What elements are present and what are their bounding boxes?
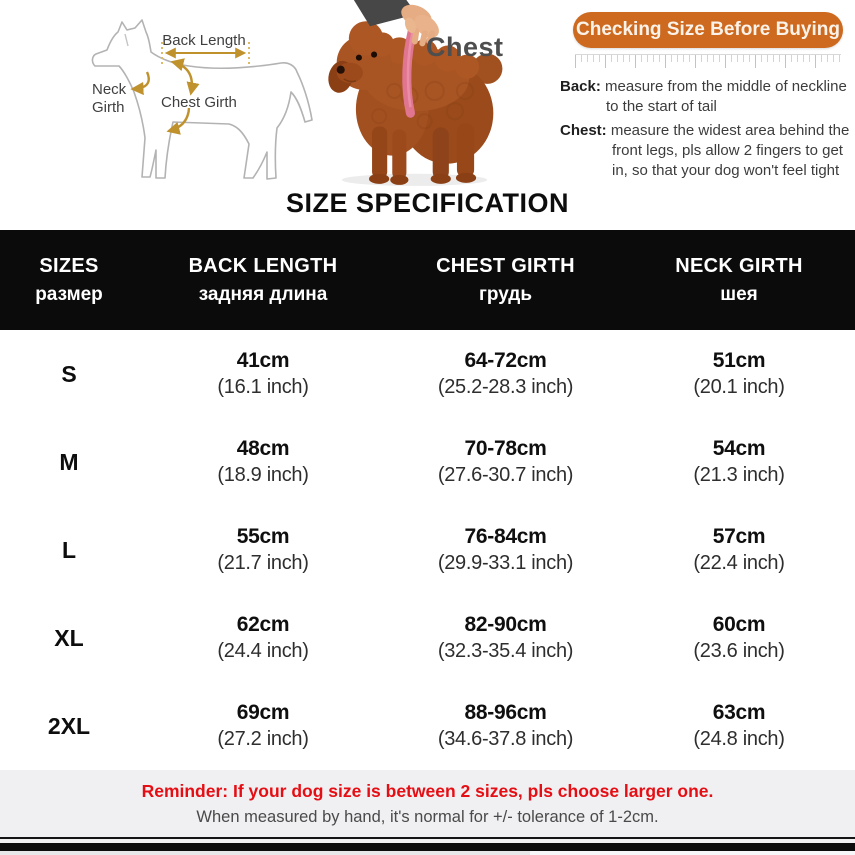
header-neck-girth-en: NECK GIRTH: [675, 254, 803, 277]
value-inch: (32.3-35.4 inch): [437, 640, 574, 662]
neck-girth-label-line2: Girth: [92, 99, 125, 116]
value-cm: 69cm: [236, 701, 290, 724]
value-cm: 60cm: [712, 613, 766, 636]
value-inch: (22.4 inch): [693, 552, 785, 574]
back-length-cell: [138, 437, 388, 487]
chest-girth-label: Chest Girth: [161, 94, 237, 111]
size-label: L: [61, 536, 77, 563]
size-table-body: [0, 330, 855, 770]
bottom-strip: [0, 851, 855, 855]
chest-girth-cell: [388, 437, 623, 487]
page-title: SIZE SPECIFICATION: [285, 188, 570, 218]
value-cm: 88-96cm: [464, 701, 547, 724]
dog-photo: [312, 0, 517, 192]
value-inch: (34.6-37.8 inch): [437, 728, 574, 750]
neck-girth-cell: [623, 437, 855, 487]
header-sizes: [0, 230, 138, 330]
tolerance-text: When measured by hand, it's normal for +/- tolerance of 1-2cm.: [196, 808, 659, 826]
back-term: Back:: [560, 78, 601, 95]
header-neck-girth-ru: шея: [720, 283, 758, 305]
neck-girth-cell: [623, 525, 855, 575]
value-cm: 70-78cm: [464, 437, 547, 460]
header-chest-girth-ru: грудь: [478, 283, 533, 305]
chest-girth-cell: [388, 525, 623, 575]
value-inch: (27.2 inch): [217, 728, 309, 750]
chest-instruction-text: measure the widest area behind the front legs, pls allow 2 fingers to get in, so that your dog won't feel tight: [606, 122, 850, 179]
measurement-diagram: [55, 8, 325, 193]
header-back-length: [138, 230, 388, 330]
back-length-cell: [138, 349, 388, 399]
chest-term: Chest:: [560, 122, 607, 139]
size-label: 2XL: [47, 712, 91, 739]
value-inch: (25.2-28.3 inch): [437, 376, 574, 398]
back-length-label: Back Length: [162, 32, 246, 49]
back-length-cell: [138, 613, 388, 663]
value-inch: (24.4 inch): [217, 640, 309, 662]
back-instruction: [560, 77, 855, 117]
bottom-strip-right: [530, 851, 855, 855]
header-sizes-ru: размер: [35, 283, 103, 305]
dog-outline-icon: [55, 8, 325, 193]
neck-girth-label-line1: Neck: [92, 81, 127, 98]
value-inch: (24.8 inch): [693, 728, 785, 750]
value-inch: (23.6 inch): [693, 640, 785, 662]
value-cm: 55cm: [236, 525, 290, 548]
table-row-s: [0, 330, 855, 418]
table-row-m: [0, 418, 855, 506]
value-cm: 62cm: [236, 613, 290, 636]
value-cm: 63cm: [712, 701, 766, 724]
header-back-length-ru: задняя длина: [198, 283, 328, 305]
value-cm: 57cm: [712, 525, 766, 548]
value-inch: (18.9 inch): [217, 464, 309, 486]
value-cm: 41cm: [236, 349, 290, 372]
value-cm: 51cm: [712, 349, 766, 372]
reminder-text: Reminder: If your dog size is between 2 sizes, pls choose larger one.: [141, 781, 714, 801]
value-cm: 64-72cm: [464, 349, 547, 372]
header-back-length-en: BACK LENGTH: [188, 254, 338, 277]
value-inch: (27.6-30.7 inch): [437, 464, 574, 486]
ruler-icon: [575, 54, 841, 68]
table-row-2xl: [0, 682, 855, 770]
neck-girth-cell: [623, 701, 855, 751]
size-table-header: [0, 230, 855, 330]
neck-girth-cell: [623, 349, 855, 399]
table-row-xl: [0, 594, 855, 682]
poodle-illustration-icon: [312, 0, 517, 192]
measuring-guide: [560, 12, 855, 185]
chest-girth-cell: [388, 613, 623, 663]
value-inch: (21.3 inch): [693, 464, 785, 486]
checking-size-button[interactable]: Checking Size Before Buying: [573, 12, 843, 48]
back-length-cell: [138, 525, 388, 575]
value-cm: 54cm: [712, 437, 766, 460]
back-length-cell: [138, 701, 388, 751]
neck-girth-cell: [623, 613, 855, 663]
table-row-l: [0, 506, 855, 594]
chest-girth-cell: [388, 349, 623, 399]
chest-photo-label: Chest: [426, 32, 504, 62]
back-instruction-text: measure from the middle of neckline to the start of tail: [600, 78, 847, 115]
separator-bar: [0, 843, 855, 851]
header-chest-girth: [388, 230, 623, 330]
header-sizes-en: SIZES: [39, 254, 99, 277]
size-label: S: [61, 360, 77, 387]
value-inch: (16.1 inch): [217, 376, 309, 398]
value-inch: (29.9-33.1 inch): [437, 552, 574, 574]
value-cm: 76-84cm: [464, 525, 547, 548]
header-chest-girth-en: CHEST GIRTH: [436, 254, 575, 277]
chest-girth-cell: [388, 701, 623, 751]
chest-instruction: [560, 121, 855, 181]
size-label: XL: [54, 624, 84, 651]
value-inch: (20.1 inch): [693, 376, 785, 398]
value-cm: 82-90cm: [464, 613, 547, 636]
value-inch: (21.7 inch): [217, 552, 309, 574]
guide-text-block: [560, 77, 855, 181]
value-cm: 48cm: [236, 437, 290, 460]
header-neck-girth: [623, 230, 855, 330]
reminder-section: [0, 770, 855, 837]
size-label: M: [59, 448, 79, 475]
